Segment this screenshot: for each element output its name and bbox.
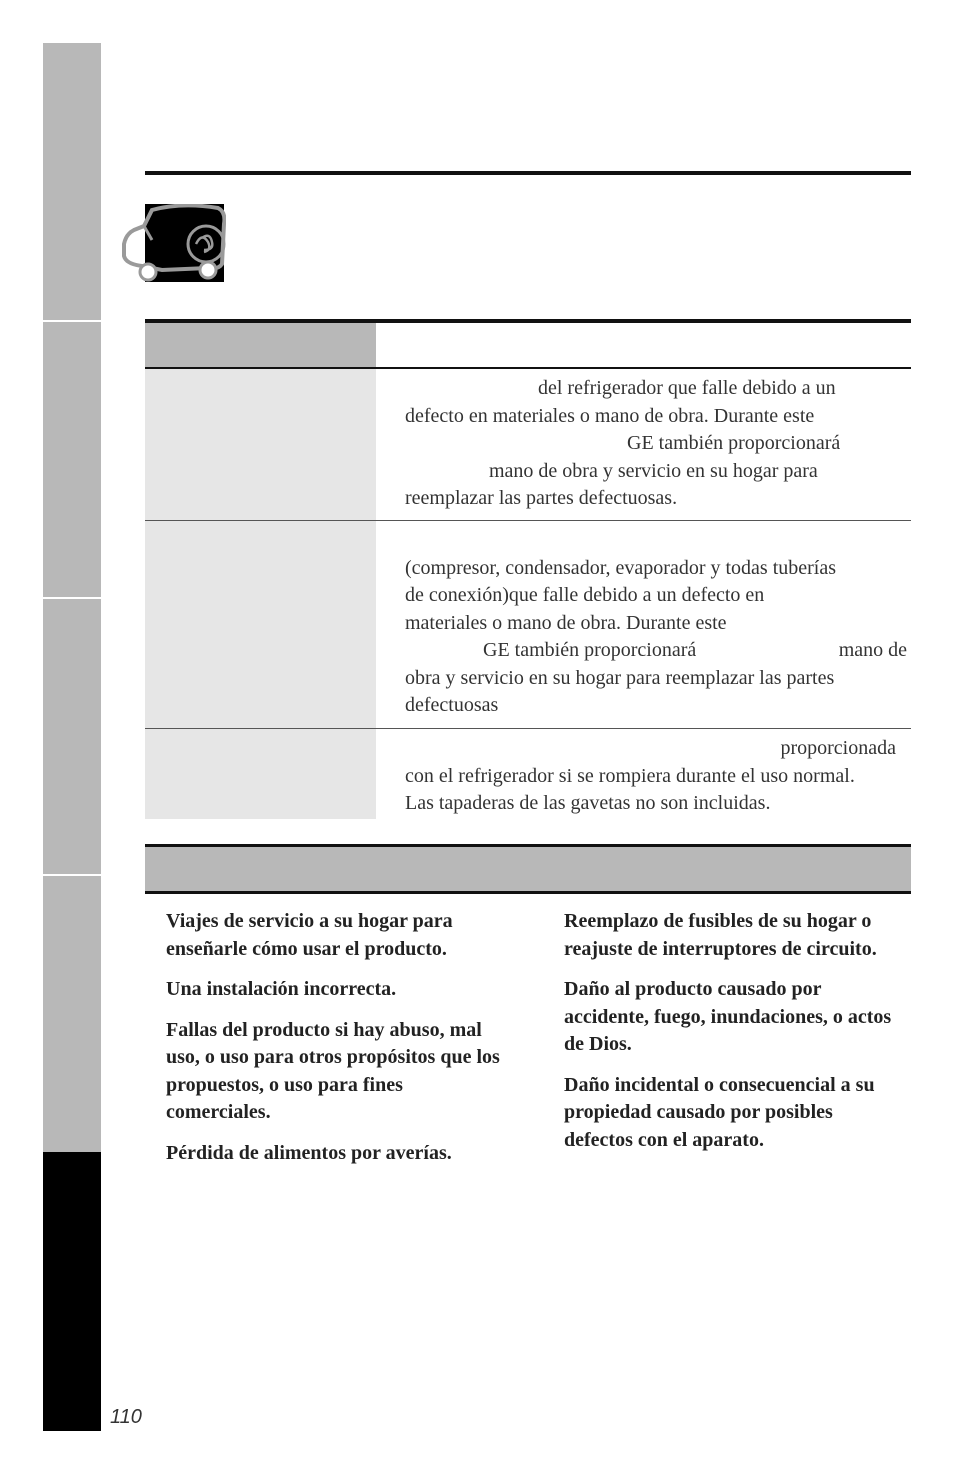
exclusion-item: Daño incidental o consecuencial a su propiedad causado por posibles defectos con el aparato. xyxy=(564,1073,875,1151)
row-2-line-2: de conexión)que falle debido a un defecto en xyxy=(405,584,765,606)
row-3-line-2: con el refrigerador si se rompiera durante el uso normal. xyxy=(405,764,855,787)
page-number: 110 xyxy=(110,1406,142,1428)
side-tab-1 xyxy=(43,43,101,320)
row-2-label-cell xyxy=(145,521,376,728)
exclusion-item: Viajes de servicio a su hogar para enseñarle cómo usar el producto. xyxy=(166,910,453,960)
top-rule xyxy=(145,171,911,175)
side-tab-3 xyxy=(43,599,101,874)
exclusions-right-column xyxy=(564,908,904,1167)
side-tab-active xyxy=(43,1152,101,1431)
exclusion-item: Pérdida de alimentos por averías. xyxy=(166,1141,452,1164)
exclusion-item: Fallas del producto si hay abuso, mal uso, o uso para otros propósitos que los propuestos, o uso para fines comerciales. xyxy=(166,1018,500,1123)
exclusions-left-column xyxy=(166,908,506,1180)
row-2-line-6: defectuosas xyxy=(405,694,499,716)
coverage-table xyxy=(145,319,911,819)
exclusions-header-band xyxy=(145,844,911,894)
row-1-text xyxy=(376,369,911,520)
row-1-line-5: reemplazar las partes defectuosas. xyxy=(405,487,678,509)
row-1-line-3: GE también proporcionará xyxy=(627,432,841,454)
coverage-row-2 xyxy=(145,521,911,729)
row-1-line-1: del refrigerador que falle debido a un xyxy=(538,377,836,399)
row-2-line-3: materiales o mano de obra. Durante este xyxy=(405,611,727,634)
coverage-row-3 xyxy=(145,729,911,819)
table-header xyxy=(145,323,911,369)
row-3-line-1: proporcionada xyxy=(780,737,896,759)
row-3-label-cell xyxy=(145,729,376,819)
exclusion-item: Una instalación incorrecta. xyxy=(166,978,397,1000)
row-3-line-3: Las tapaderas de las gavetas no son incluidas. xyxy=(405,792,771,814)
row-2-text xyxy=(376,521,911,728)
row-3-text xyxy=(376,729,911,819)
side-tab-2 xyxy=(43,322,101,597)
row-2-line-5: obra y servicio en su hogar para reemplazar las partes xyxy=(405,666,835,689)
coverage-row-1 xyxy=(145,369,911,521)
row-2-line-4a: GE también proporcionará xyxy=(483,639,697,661)
row-2-line-1: (compresor, condensador, evaporador y todas tuberías xyxy=(405,556,837,579)
side-tab-4 xyxy=(43,876,101,1152)
exclusion-item: Daño al producto causado por accidente, fuego, inundaciones, o actos de Dios. xyxy=(564,978,892,1055)
header-left-cell xyxy=(145,323,376,367)
row-1-label-cell xyxy=(145,369,376,520)
row-1-line-4: mano de obra y servicio en su hogar para xyxy=(489,459,818,482)
row-2-line-4b: mano de xyxy=(838,639,907,661)
ge-service-truck-icon xyxy=(122,204,226,284)
row-1-line-2: defecto en materiales o mano de obra. Durante este xyxy=(405,404,815,427)
row-2-line-4 xyxy=(405,637,907,665)
exclusion-item: Reemplazo de fusibles de su hogar o reajuste de interruptores de circuito. xyxy=(564,910,877,960)
